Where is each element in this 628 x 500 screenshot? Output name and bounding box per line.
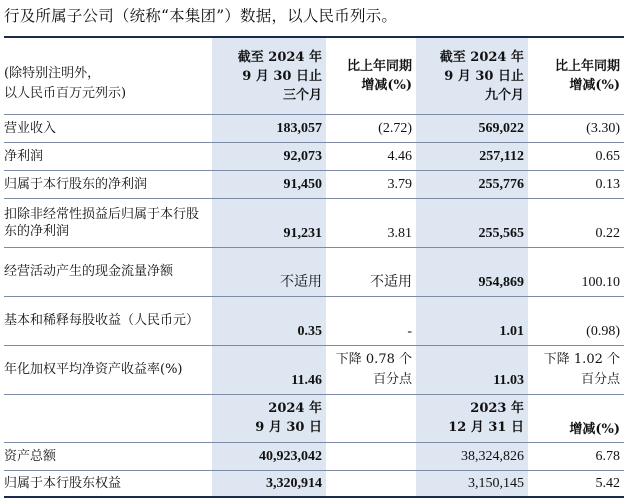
table-bottom-rule	[4, 496, 624, 498]
row-label-total-assets: 资产总额	[4, 448, 57, 464]
table-cell: (3.30)	[586, 120, 620, 136]
table-cell: 255,565	[478, 226, 524, 241]
table-cell: 0.22	[595, 226, 620, 241]
table-cell: 38,324,826	[461, 448, 524, 464]
table-cell: 不适用	[370, 275, 412, 290]
table-cell: 4.46	[387, 148, 412, 164]
table-cell: 1.01	[499, 324, 524, 339]
row-label-roe: 年化加权平均净资产收益率(%)	[4, 362, 183, 377]
row-label-net-profit-excl-nonrecurring: 扣除非经常性损益后归属于本行股东的净利润	[4, 206, 200, 239]
row-label-shareholders-equity: 归属于本行股东权益	[4, 475, 122, 491]
table-cell: 40,923,042	[259, 448, 322, 464]
table-cell: 下降 0.78 个 百分点	[335, 352, 412, 387]
table-cell: 3.79	[387, 176, 412, 192]
table-cell: 954,869	[478, 275, 524, 290]
table-cell: 91,231	[283, 226, 322, 241]
row-label-net-profit: 净利润	[4, 148, 44, 164]
intro-text: 行及所属子公司（统称“本集团”）数据，以人民币列示。	[4, 7, 398, 25]
header-change-pct: 增减(%)	[569, 421, 620, 437]
table-cell: 11.03	[493, 373, 524, 388]
table-cell: 91,450	[283, 176, 322, 192]
table-cell: 257,112	[479, 148, 524, 164]
table-cell: 3,150,145	[468, 475, 524, 491]
table-cell: 6.78	[595, 448, 620, 464]
table-cell: (0.98)	[586, 324, 620, 339]
header-2024-sep-30: 2024 年 9 月 30 日	[255, 401, 322, 435]
header-9m-2024: 截至 2024 年 9 月 30 日止 九个月	[439, 49, 524, 103]
header-yoy-change-9m: 比上年同期 增减(%)	[554, 59, 620, 93]
row-rule	[4, 394, 624, 395]
table-cell: 255,776	[478, 176, 524, 192]
table-cell: 92,073	[283, 148, 322, 164]
table-cell: 5.42	[595, 475, 620, 491]
header-2023-dec-31: 2023 年 12 月 31 日	[448, 401, 524, 435]
header-q3-2024: 截至 2024 年 9 月 30 日止 三个月	[237, 49, 322, 103]
table-cell: 3,320,914	[266, 475, 322, 491]
table-cell: 183,057	[276, 120, 322, 136]
table-cell: (2.72)	[378, 120, 412, 136]
table-cell: 0.13	[595, 176, 620, 192]
unit-note: (除特别注明外， 以人民币百万元列示)	[4, 66, 127, 101]
table-cell: 0.35	[297, 324, 322, 339]
table-top-rule	[4, 36, 624, 38]
table-cell: 569,022	[478, 120, 524, 136]
table-cell: 不适用	[280, 275, 322, 290]
header-yoy-change-quarter: 比上年同期 增减(%)	[346, 59, 412, 93]
table-cell: 0.65	[595, 148, 620, 164]
table-cell: 下降 1.02 个 百分点	[543, 352, 620, 387]
row-label-eps: 基本和稀释每股收益（人民币元）	[4, 313, 200, 328]
row-label-revenue: 营业收入	[4, 120, 57, 136]
table-cell: 11.46	[291, 373, 322, 388]
row-label-net-profit-attributable: 归属于本行股东的净利润	[4, 176, 148, 192]
table-cell: -	[407, 324, 412, 339]
table-cell: 100.10	[581, 275, 620, 290]
row-label-operating-cash-flow: 经营活动产生的现金流量净额	[4, 264, 174, 279]
table-cell: 3.81	[387, 226, 412, 241]
